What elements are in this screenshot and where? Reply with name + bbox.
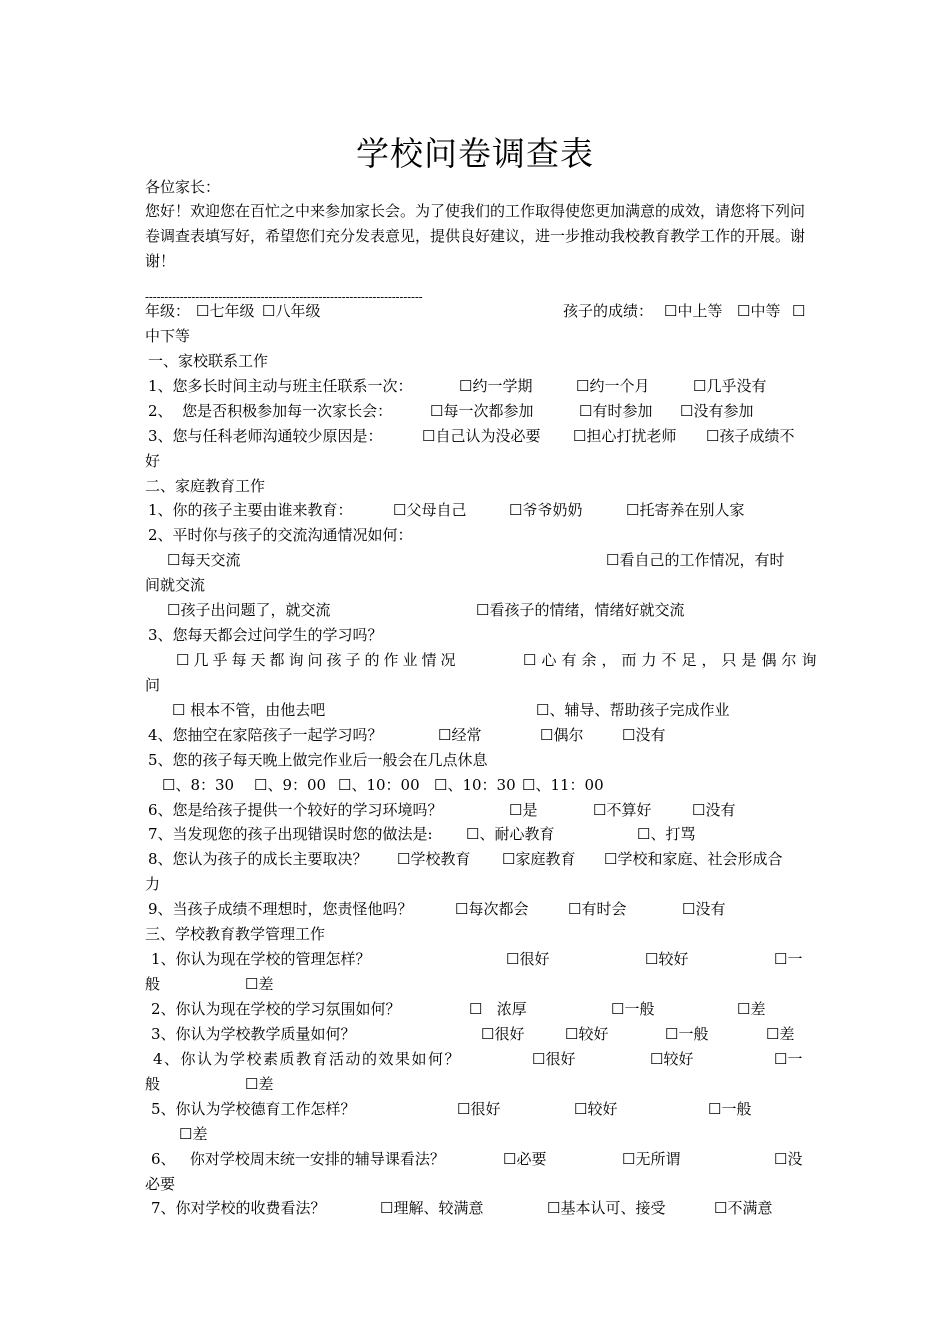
- checkbox-option[interactable]: ☐托寄养在别人家: [626, 501, 745, 519]
- checkbox-option[interactable]: ☐不满意: [714, 1199, 773, 1217]
- checkbox-option[interactable]: ☐一般: [665, 1025, 709, 1043]
- question-text: 6、 你对学校周末统一安排的辅导课看法？: [151, 1150, 445, 1168]
- checkbox-option[interactable]: ☐、耐心教育: [466, 825, 555, 843]
- checkbox-option[interactable]: ☐心有余，而力不足，只是偶尔询: [523, 651, 822, 669]
- checkbox-option[interactable]: ☐差: [766, 1025, 795, 1043]
- question-text: 3、你认为学校教学质量如何？: [151, 1025, 356, 1043]
- checkbox-option[interactable]: ☐ 根本不管，由他去吧: [172, 701, 326, 719]
- checkbox-option[interactable]: ☐ 浓厚: [469, 1000, 527, 1018]
- question-text: 1、您多长时间主动与班主任联系一次：: [148, 377, 413, 395]
- checkbox-option[interactable]: ☐基本认可、接受: [547, 1199, 666, 1217]
- checkbox-option[interactable]: ☐不算好: [593, 801, 652, 819]
- checkbox-option[interactable]: ☐、11：00: [522, 776, 604, 794]
- question-text: 3、您每天都会过问学生的学习吗？: [148, 626, 383, 644]
- checkbox-option[interactable]: ☐没: [774, 1150, 803, 1168]
- checkbox-option[interactable]: ☐经常: [438, 726, 482, 744]
- checkbox-option[interactable]: ☐差: [179, 1125, 208, 1143]
- checkbox-score-middle[interactable]: ☐中等: [737, 302, 781, 320]
- checkbox-option[interactable]: ☐较好: [565, 1025, 609, 1043]
- divider: ------------------------------------------------------------------------: [145, 290, 423, 304]
- question-text: 7、当发现您的孩子出现错误时您的做法是:: [148, 825, 433, 843]
- checkbox-option[interactable]: ☐约一学期: [459, 377, 533, 395]
- section-heading: 三、学校教育教学管理工作: [145, 925, 326, 943]
- wrap-text: 般: [145, 975, 161, 993]
- checkbox-option[interactable]: ☐爷爷奶奶: [509, 501, 583, 519]
- wrap-text: 力: [145, 875, 161, 893]
- checkbox-option[interactable]: ☐、打骂: [637, 825, 696, 843]
- checkbox-option[interactable]: ☐很好: [481, 1025, 525, 1043]
- checkbox-option[interactable]: ☐没有: [682, 900, 726, 918]
- checkbox-option[interactable]: ☐必要: [503, 1150, 547, 1168]
- score-label: 孩子的成绩：: [563, 302, 654, 320]
- section-heading: 二、家庭教育工作: [145, 477, 266, 495]
- checkbox-option[interactable]: ☐、9：00: [254, 776, 327, 794]
- checkbox-option[interactable]: ☐没有: [622, 726, 666, 744]
- checkbox-option[interactable]: ☐较好: [645, 950, 689, 968]
- page-title: 学校问卷调查表: [356, 134, 594, 173]
- checkbox-option[interactable]: ☐父母自己: [393, 501, 467, 519]
- checkbox-option[interactable]: ☐很好: [457, 1100, 501, 1118]
- checkbox-option[interactable]: ☐孩子成绩不: [706, 427, 795, 445]
- greeting: 各位家长：: [145, 178, 221, 196]
- checkbox-option[interactable]: ☐每天交流: [167, 551, 241, 569]
- checkbox-option[interactable]: ☐有时会: [568, 900, 627, 918]
- checkbox-option[interactable]: ☐一: [774, 1050, 803, 1068]
- score-wrap-text: 中下等: [145, 327, 191, 345]
- checkbox-option[interactable]: ☐学校和家庭、社会形成合: [604, 850, 783, 868]
- checkbox-option[interactable]: ☐很好: [506, 950, 550, 968]
- checkbox-option[interactable]: ☐差: [737, 1000, 766, 1018]
- checkbox-option[interactable]: ☐约一个月: [576, 377, 650, 395]
- checkbox-option[interactable]: ☐孩子出问题了，就交流: [167, 601, 331, 619]
- question-text: 9、当孩子成绩不理想时，您责怪他吗？: [148, 900, 413, 918]
- checkbox-option[interactable]: ☐一般: [708, 1100, 752, 1118]
- question-text: 1、你认为现在学校的管理怎样？: [151, 950, 371, 968]
- checkbox-grade-7[interactable]: ☐七年级: [196, 302, 255, 320]
- checkbox-option[interactable]: ☐几乎没有: [693, 377, 767, 395]
- checkbox-option[interactable]: ☐自己认为没必要: [422, 427, 541, 445]
- checkbox-option[interactable]: ☐理解、较满意: [380, 1199, 484, 1217]
- question-text: 2、你认为现在学校的学习氛围如何？: [151, 1000, 401, 1018]
- wrap-text: 好: [145, 452, 161, 470]
- checkbox-option[interactable]: ☐、辅导、帮助孩子完成作业: [536, 701, 730, 719]
- checkbox-option[interactable]: ☐无所谓: [622, 1150, 681, 1168]
- checkbox-option[interactable]: ☐担心打扰老师: [573, 427, 677, 445]
- question-text: 7、你对学校的收费看法？: [151, 1199, 326, 1217]
- checkbox-option[interactable]: ☐几乎每天都询问孩子的作业情况: [176, 651, 460, 669]
- checkbox-option[interactable]: ☐差: [245, 975, 274, 993]
- checkbox-option[interactable]: ☐一: [774, 950, 803, 968]
- checkbox-option[interactable]: ☐看自己的工作情况，有时: [606, 551, 785, 569]
- question-text: 4、你认为学校素质教育活动的效果如何？: [153, 1050, 462, 1068]
- checkbox-option[interactable]: ☐较好: [574, 1100, 618, 1118]
- checkbox-option[interactable]: ☐较好: [650, 1050, 694, 1068]
- question-text: 4、您抽空在家陪孩子一起学习吗？: [148, 726, 383, 744]
- question-text: 2、 您是否积极参加每一次家长会：: [148, 402, 393, 420]
- checkbox-option[interactable]: ☐没有参加: [680, 402, 754, 420]
- checkbox-option[interactable]: ☐每一次都参加: [430, 402, 534, 420]
- wrap-text: 般: [145, 1075, 161, 1093]
- wrap-text: 问: [145, 676, 161, 694]
- checkbox-option[interactable]: ☐一般: [611, 1000, 655, 1018]
- checkbox-option[interactable]: ☐每次都会: [455, 900, 529, 918]
- checkbox-option[interactable]: ☐、8：30: [162, 776, 235, 794]
- checkbox-option[interactable]: ☐很好: [532, 1050, 576, 1068]
- intro-paragraph: 您好！欢迎您在百忙之中来参加家长会。为了使我们的工作取得使您更加满意的成效，请您将下列问卷调查表填写好，希望您们充分发表意见，提供良好建议，进一步推动我校教育教学工作的开展。谢谢！: [145, 202, 806, 270]
- wrap-text: 必要: [145, 1175, 176, 1193]
- checkbox-option[interactable]: ☐看孩子的情绪，情绪好就交流: [476, 601, 685, 619]
- checkbox-option[interactable]: ☐、10：00: [338, 776, 420, 794]
- checkbox-option[interactable]: ☐偶尔: [540, 726, 584, 744]
- checkbox-option[interactable]: ☐没有: [692, 801, 736, 819]
- question-text: 8、您认为孩子的成长主要取决？: [148, 850, 368, 868]
- checkbox-option[interactable]: ☐、10：30: [434, 776, 516, 794]
- question-text: 2、平时你与孩子的交流沟通情况如何：: [148, 526, 413, 544]
- question-text: 5、你认为学校德育工作怎样？: [151, 1100, 356, 1118]
- checkbox-score-upper-middle[interactable]: ☐中上等: [664, 302, 723, 320]
- question-text: 5、您的孩子每天晚上做完作业后一般会在几点休息: [148, 751, 488, 769]
- checkbox-option[interactable]: ☐差: [245, 1075, 274, 1093]
- checkbox-score-lower-middle[interactable]: ☐: [792, 302, 806, 320]
- grade-label: 年级：: [145, 302, 191, 320]
- checkbox-option[interactable]: ☐学校教育: [397, 850, 471, 868]
- checkbox-option[interactable]: ☐有时参加: [579, 402, 653, 420]
- question-text: 1、你的孩子主要由谁来教育：: [148, 501, 353, 519]
- wrap-text: 间就交流: [145, 576, 206, 594]
- checkbox-grade-8[interactable]: ☐八年级: [262, 302, 321, 320]
- section-heading: 一、家校联系工作: [148, 352, 269, 370]
- checkbox-option[interactable]: ☐家庭教育: [502, 850, 576, 868]
- question-text: 6、您是给孩子提供一个较好的学习环境吗？: [148, 801, 443, 819]
- checkbox-option[interactable]: ☐是: [509, 801, 538, 819]
- question-text: 3、您与任科老师沟通较少原因是：: [148, 427, 383, 445]
